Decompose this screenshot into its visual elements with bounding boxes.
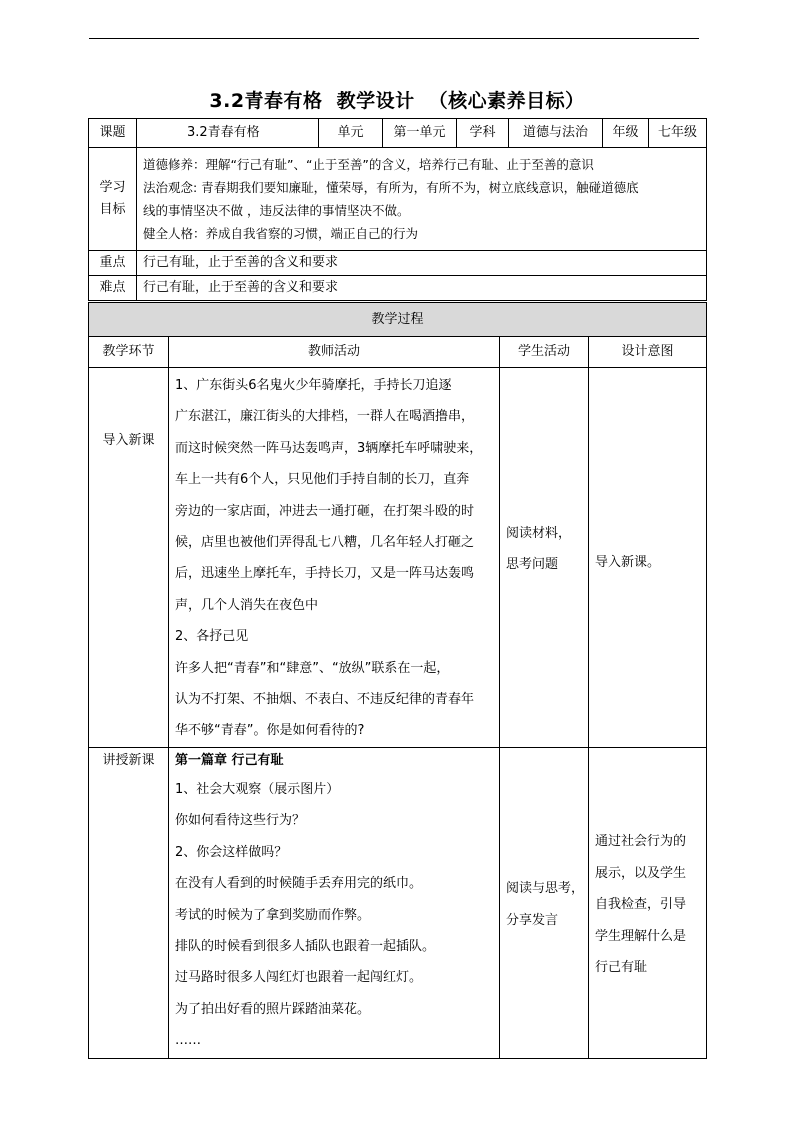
process-table xyxy=(88,302,707,1059)
teacher-line: 候，店里也被他们弄得乱七八糟，几名年轻人打砸之 xyxy=(175,535,475,551)
teacher-line: 你如何看待这些行为？ xyxy=(175,813,306,829)
title-paren: （核心素养目标） xyxy=(428,90,585,112)
process-title-row xyxy=(89,303,707,337)
document-title xyxy=(0,86,794,113)
lecture-stage: 讲授新课 xyxy=(89,747,169,1058)
design-line: 学生理解什么是 xyxy=(595,928,687,944)
teacher-line: 为了拍出好看的照片踩踏油菜花。 xyxy=(175,1001,371,1017)
teacher-line: 过马路时很多人闯红灯也跟着一起闯红灯。 xyxy=(175,970,423,986)
teacher-line: 1、社会大观察（展示图片） xyxy=(175,781,340,797)
unit-value: 第一单元 xyxy=(383,119,457,148)
header-teacher: 教师活动 xyxy=(169,337,500,368)
teacher-line: 考试的时候为了拿到奖励而作弊。 xyxy=(175,907,371,923)
teacher-line: 许多人把“青春”和“肆意”、“放纵”联系在一起， xyxy=(175,660,450,676)
topic-label: 课题 xyxy=(89,119,137,148)
teacher-line-heading: 第一篇章 行己有耻 xyxy=(175,752,284,768)
objective-line: 道德修养：理解“行己有耻”、“止于至善”的含义，培养行己有耻、止于至善的意识 xyxy=(143,157,594,172)
lecture-student-activity xyxy=(500,747,589,1058)
objective-line: 健全人格：养成自我省察的习惯，端正自己的行为 xyxy=(143,226,419,241)
teacher-line: 广东湛江，廉江街头的大排档，一群人在喝酒撸串， xyxy=(175,409,475,425)
header-stage: 教学环节 xyxy=(89,337,169,368)
teacher-line: 排队的时候看到很多人插队也跟着一起插队。 xyxy=(175,938,436,954)
teacher-line: 2、你会这样做吗？ xyxy=(175,844,288,860)
objectives-label: 学习目标 xyxy=(89,148,137,251)
difficult-points-label: 难点 xyxy=(89,276,137,301)
key-points-row xyxy=(89,251,707,276)
subject-value: 道德与法治 xyxy=(509,119,603,148)
unit-label: 单元 xyxy=(319,119,383,148)
teacher-line: 声，几个人消失在夜色中 xyxy=(175,597,319,613)
design-line: 自我检查，引导 xyxy=(595,897,687,913)
teacher-line: 车上一共有6个人，只见他们手持自制的长刀，直奔 xyxy=(175,472,470,488)
difficult-points-value: 行己有耻，止于至善的含义和要求 xyxy=(137,276,707,301)
intro-stage: 导入新课 xyxy=(89,368,169,748)
teacher-line: 旁边的一家店面，冲进去一通打砸，在打架斗殴的时 xyxy=(175,503,475,519)
student-line: 思考问题 xyxy=(506,557,559,573)
design-line: 展示，以及学生 xyxy=(595,865,687,881)
info-row xyxy=(89,119,707,148)
design-line: 导入新课。 xyxy=(595,554,661,570)
title-sub: 教学设计 xyxy=(336,90,415,112)
difficult-points-row xyxy=(89,276,707,301)
grade-label: 年级 xyxy=(603,119,649,148)
header-design: 设计意图 xyxy=(589,337,707,368)
teacher-line: 在没有人看到的时候随手丢弃用完的纸巾。 xyxy=(175,876,423,892)
design-line: 行己有耻 xyxy=(595,959,648,975)
teacher-line: …… xyxy=(175,1033,201,1049)
teacher-line: 认为不打架、不抽烟、不表白、不违反纪律的青春年 xyxy=(175,692,475,708)
student-line: 阅读与思考， xyxy=(506,881,585,897)
topic-value: 3.2青春有格 xyxy=(137,119,319,148)
header-student: 学生活动 xyxy=(500,337,589,368)
teacher-line: 华不够“青春”。你是如何看待的? xyxy=(175,723,365,739)
title-main: 3.2青春有格 xyxy=(209,90,323,112)
intro-teacher-activity xyxy=(169,368,500,748)
objective-line: 法治观念: 青春期我们要知廉耻，懂荣辱，有所为，有所不为，树立底线意识，触碰道德底 xyxy=(143,180,639,195)
lecture-row xyxy=(89,747,707,1058)
lecture-design-intent xyxy=(589,747,707,1058)
intro-design-intent xyxy=(589,368,707,748)
key-points-value: 行己有耻，止于至善的含义和要求 xyxy=(137,251,707,276)
info-table xyxy=(88,118,707,301)
subject-label: 学科 xyxy=(457,119,509,148)
key-points-label: 重点 xyxy=(89,251,137,276)
process-title: 教学过程 xyxy=(89,303,707,337)
lecture-teacher-activity xyxy=(169,747,500,1058)
process-header-row xyxy=(89,337,707,368)
teacher-line: 而这时候突然一阵马达轰鸣声，3辆摩托车呼啸驶来， xyxy=(175,440,483,456)
header-rule xyxy=(89,38,699,39)
teacher-line: 后，迅速坐上摩托车，手持长刀，又是一阵马达轰鸣 xyxy=(175,566,475,582)
objectives-content xyxy=(137,148,707,251)
teacher-line: 2、各抒己见 xyxy=(175,629,249,645)
student-line: 分享发言 xyxy=(506,912,559,928)
grade-value: 七年级 xyxy=(649,119,707,148)
teacher-line: 1、广东街头6名鬼火少年骑摩托，手持长刀追逐 xyxy=(175,378,452,393)
objective-line: 线的事情坚决不做 ，违反法律的事情坚决不做。 xyxy=(143,203,410,218)
student-line: 阅读材料， xyxy=(506,526,572,542)
design-line: 通过社会行为的 xyxy=(595,834,687,850)
intro-row xyxy=(89,368,707,748)
intro-student-activity xyxy=(500,368,589,748)
objectives-row xyxy=(89,148,707,251)
